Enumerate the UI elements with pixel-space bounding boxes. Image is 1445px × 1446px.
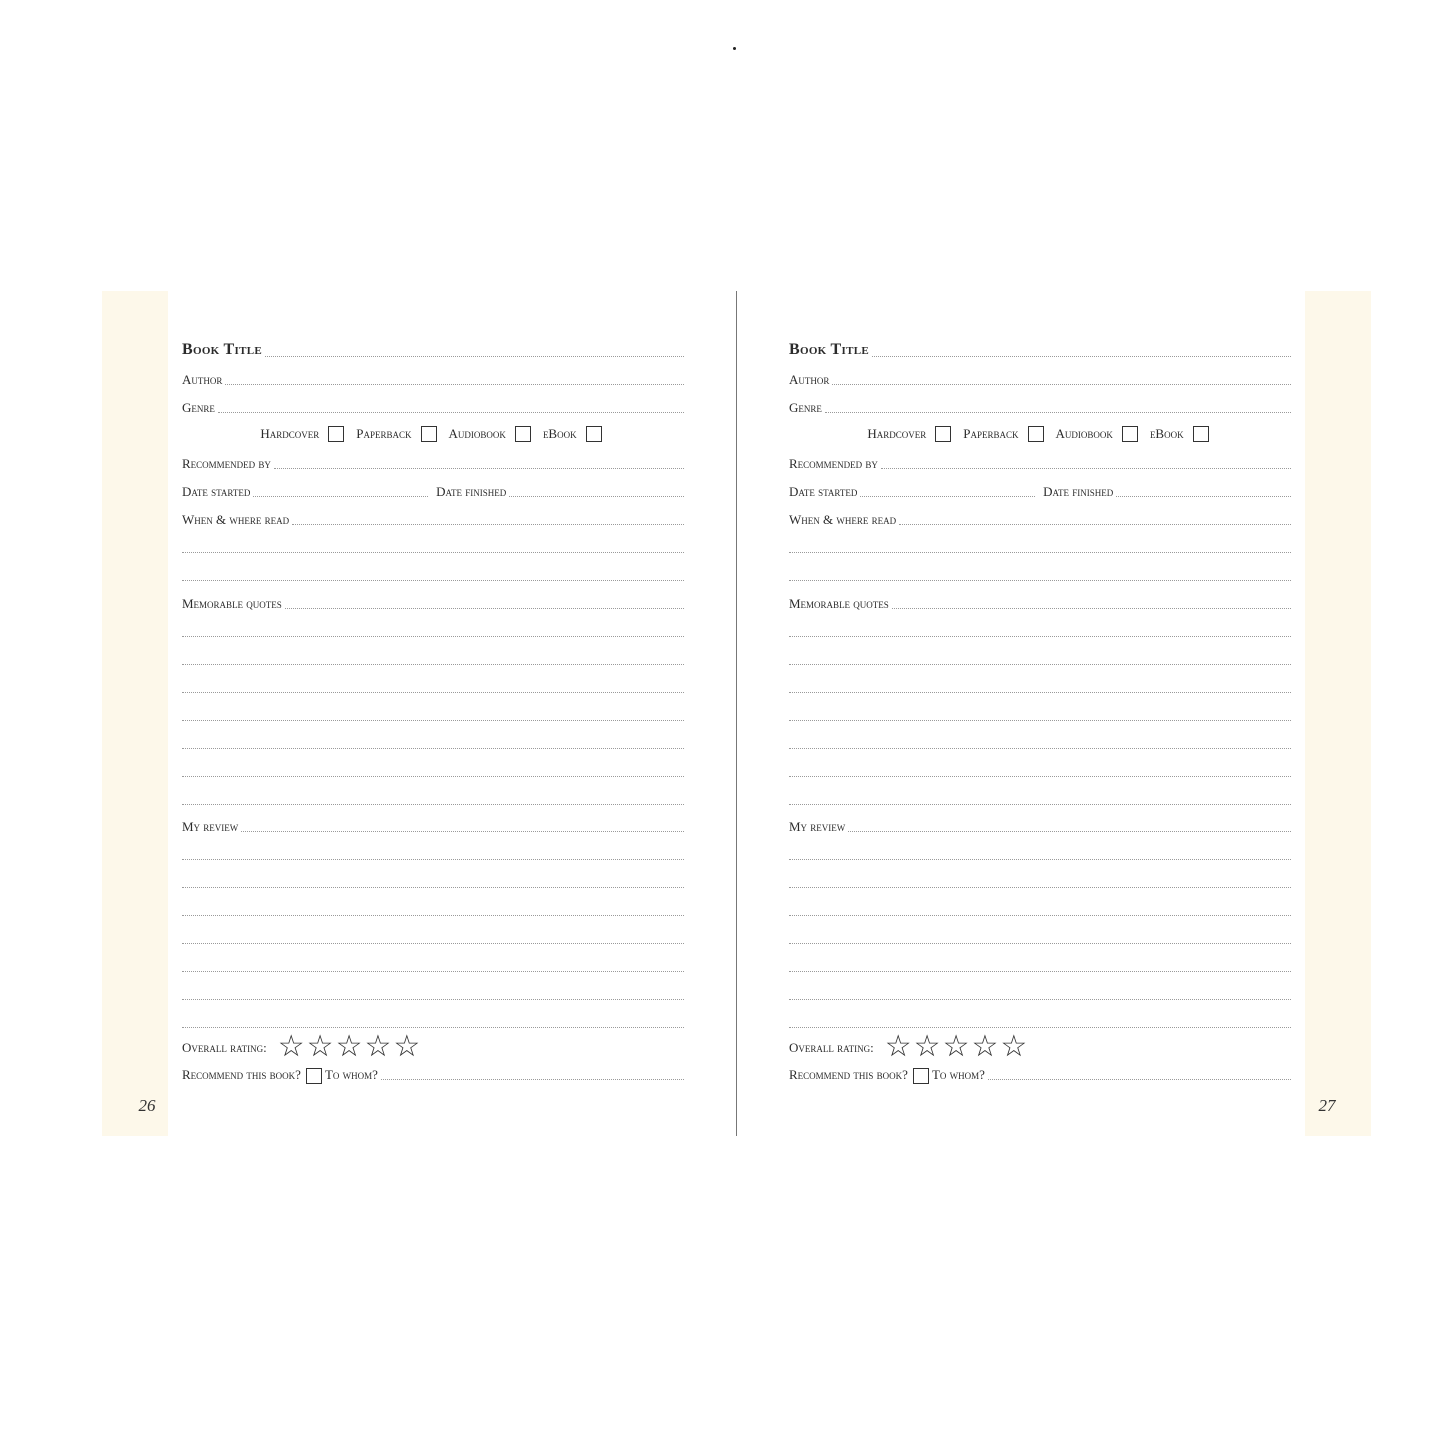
writing-line[interactable] [182, 776, 684, 777]
date-finished-field[interactable] [1116, 495, 1291, 497]
book-title-row [182, 331, 684, 359]
recommend-row [789, 1066, 1291, 1082]
genre-label: Genre [789, 400, 822, 415]
printer-speck [733, 47, 736, 50]
writing-line[interactable] [182, 999, 684, 1000]
my-review-field[interactable] [241, 830, 684, 832]
quotes-row [789, 583, 1291, 611]
page-number-left: 26 [138, 1096, 156, 1115]
genre-field[interactable] [825, 411, 1291, 413]
memorable-quotes-label: Memorable quotes [182, 596, 282, 611]
recommended-by-row [182, 443, 684, 471]
to-whom-label: To whom? [324, 1067, 378, 1082]
writing-line[interactable] [789, 776, 1291, 777]
date-finished-label: Date finished [1043, 484, 1114, 499]
writing-line[interactable] [789, 1027, 1291, 1028]
writing-line[interactable] [182, 971, 684, 972]
memorable-quotes-label: Memorable quotes [789, 596, 889, 611]
writing-line[interactable] [182, 915, 684, 916]
recommended-by-label: Recommended by [789, 456, 878, 471]
format-options [182, 426, 684, 442]
writing-line[interactable] [789, 580, 1291, 581]
writing-line[interactable] [182, 580, 684, 581]
writing-line[interactable] [789, 943, 1291, 944]
when-where-field[interactable] [899, 523, 1291, 525]
format-hardcover [260, 426, 344, 442]
writing-line[interactable] [789, 720, 1291, 721]
format-label: Paperback [963, 426, 1019, 441]
author-row [182, 359, 684, 387]
book-title-field[interactable] [872, 355, 1291, 357]
star-icon[interactable]: ☆ [1000, 1029, 1028, 1064]
format-options [789, 426, 1291, 442]
writing-line[interactable] [789, 748, 1291, 749]
overall-rating [789, 1029, 1029, 1064]
date-started-label: Date started [789, 484, 858, 499]
left-margin-strip [102, 291, 168, 1136]
my-review-label: My review [182, 819, 239, 834]
author-row [789, 359, 1291, 387]
recommend-checkbox[interactable] [306, 1068, 322, 1084]
page-number-right: 27 [1318, 1096, 1336, 1115]
to-whom-field[interactable] [988, 1078, 1291, 1080]
format-paperback [356, 426, 436, 442]
format-label: eBook [542, 426, 577, 441]
ebook-checkbox[interactable] [1193, 426, 1209, 442]
writing-line[interactable] [789, 692, 1291, 693]
date-started-field[interactable] [253, 495, 428, 497]
writing-line[interactable] [789, 999, 1291, 1000]
writing-line[interactable] [182, 859, 684, 860]
writing-line[interactable] [182, 552, 684, 553]
paperback-checkbox[interactable] [1028, 426, 1044, 442]
date-started-label: Date started [182, 484, 251, 499]
author-field[interactable] [832, 383, 1291, 385]
recommended-by-label: Recommended by [182, 456, 271, 471]
format-hardcover [867, 426, 951, 442]
writing-line[interactable] [789, 552, 1291, 553]
star-icon[interactable]: ☆ [942, 1029, 970, 1064]
audiobook-checkbox[interactable] [515, 426, 531, 442]
format-audiobook [1056, 426, 1138, 442]
star-icon[interactable]: ☆ [277, 1029, 305, 1064]
to-whom-label: To whom? [931, 1067, 985, 1082]
writing-line[interactable] [789, 915, 1291, 916]
quotes-row [182, 583, 684, 611]
recommended-by-row [789, 443, 1291, 471]
memorable-quotes-field[interactable] [892, 607, 1291, 609]
date-started-field[interactable] [860, 495, 1035, 497]
recommend-row [182, 1066, 684, 1082]
writing-line[interactable] [182, 887, 684, 888]
author-label: Author [789, 372, 830, 387]
book-title-label: Book Title [182, 341, 263, 358]
writing-line[interactable] [789, 636, 1291, 637]
writing-line[interactable] [182, 636, 684, 637]
writing-line[interactable] [182, 943, 684, 944]
format-label: Audiobook [448, 426, 506, 441]
format-label: Audiobook [1055, 426, 1113, 441]
genre-row [789, 387, 1291, 415]
recommend-label: Recommend this book? [789, 1067, 908, 1082]
star-icon[interactable]: ☆ [393, 1029, 421, 1064]
when-where-row [182, 499, 684, 527]
star-icon[interactable]: ☆ [335, 1029, 363, 1064]
review-row [789, 806, 1291, 834]
overall-rating [182, 1029, 422, 1064]
writing-line[interactable] [789, 664, 1291, 665]
format-ebook [1150, 426, 1209, 442]
date-finished-field[interactable] [509, 495, 684, 497]
format-label: Hardcover [260, 426, 320, 441]
when-where-label: When & where read [182, 512, 290, 527]
book-title-label: Book Title [789, 341, 870, 358]
date-finished-label: Date finished [436, 484, 507, 499]
writing-line[interactable] [182, 1027, 684, 1028]
format-audiobook [449, 426, 531, 442]
format-ebook [543, 426, 602, 442]
star-icon[interactable]: ☆ [364, 1029, 392, 1064]
recommend-checkbox[interactable] [913, 1068, 929, 1084]
star-icon[interactable]: ☆ [306, 1029, 334, 1064]
right-margin-strip [1305, 291, 1371, 1136]
writing-line[interactable] [789, 971, 1291, 972]
when-where-row [789, 499, 1291, 527]
author-field[interactable] [225, 383, 684, 385]
book-title-field[interactable] [265, 355, 684, 357]
dates-row [182, 471, 684, 499]
recommend-label: Recommend this book? [182, 1067, 301, 1082]
writing-line[interactable] [182, 720, 684, 721]
star-icon[interactable]: ☆ [971, 1029, 999, 1064]
writing-line[interactable] [182, 748, 684, 749]
rating-stars [884, 1029, 1030, 1064]
book-gutter [736, 291, 737, 1136]
format-label: eBook [1149, 426, 1184, 441]
review-row [182, 806, 684, 834]
paperback-checkbox[interactable] [421, 426, 437, 442]
writing-line[interactable] [789, 887, 1291, 888]
overall-rating-label: Overall rating: [789, 1039, 874, 1055]
recommended-by-field[interactable] [274, 467, 684, 469]
format-label: Hardcover [867, 426, 927, 441]
writing-line[interactable] [182, 804, 684, 805]
writing-line[interactable] [789, 804, 1291, 805]
genre-field[interactable] [218, 411, 684, 413]
when-where-label: When & where read [789, 512, 897, 527]
audiobook-checkbox[interactable] [1122, 426, 1138, 442]
dates-row [789, 471, 1291, 499]
hardcover-checkbox[interactable] [328, 426, 344, 442]
author-label: Author [182, 372, 223, 387]
genre-row [182, 387, 684, 415]
writing-line[interactable] [182, 664, 684, 665]
book-title-row [789, 331, 1291, 359]
to-whom-field[interactable] [381, 1078, 684, 1080]
format-label: Paperback [356, 426, 412, 441]
format-paperback [963, 426, 1043, 442]
writing-line[interactable] [182, 692, 684, 693]
my-review-field[interactable] [848, 830, 1291, 832]
genre-label: Genre [182, 400, 215, 415]
overall-rating-label: Overall rating: [182, 1039, 267, 1055]
rating-stars [277, 1029, 423, 1064]
ebook-checkbox[interactable] [586, 426, 602, 442]
writing-line[interactable] [789, 859, 1291, 860]
memorable-quotes-field[interactable] [285, 607, 684, 609]
star-icon[interactable]: ☆ [913, 1029, 941, 1064]
hardcover-checkbox[interactable] [935, 426, 951, 442]
star-icon[interactable]: ☆ [884, 1029, 912, 1064]
when-where-field[interactable] [292, 523, 684, 525]
recommended-by-field[interactable] [881, 467, 1291, 469]
my-review-label: My review [789, 819, 846, 834]
